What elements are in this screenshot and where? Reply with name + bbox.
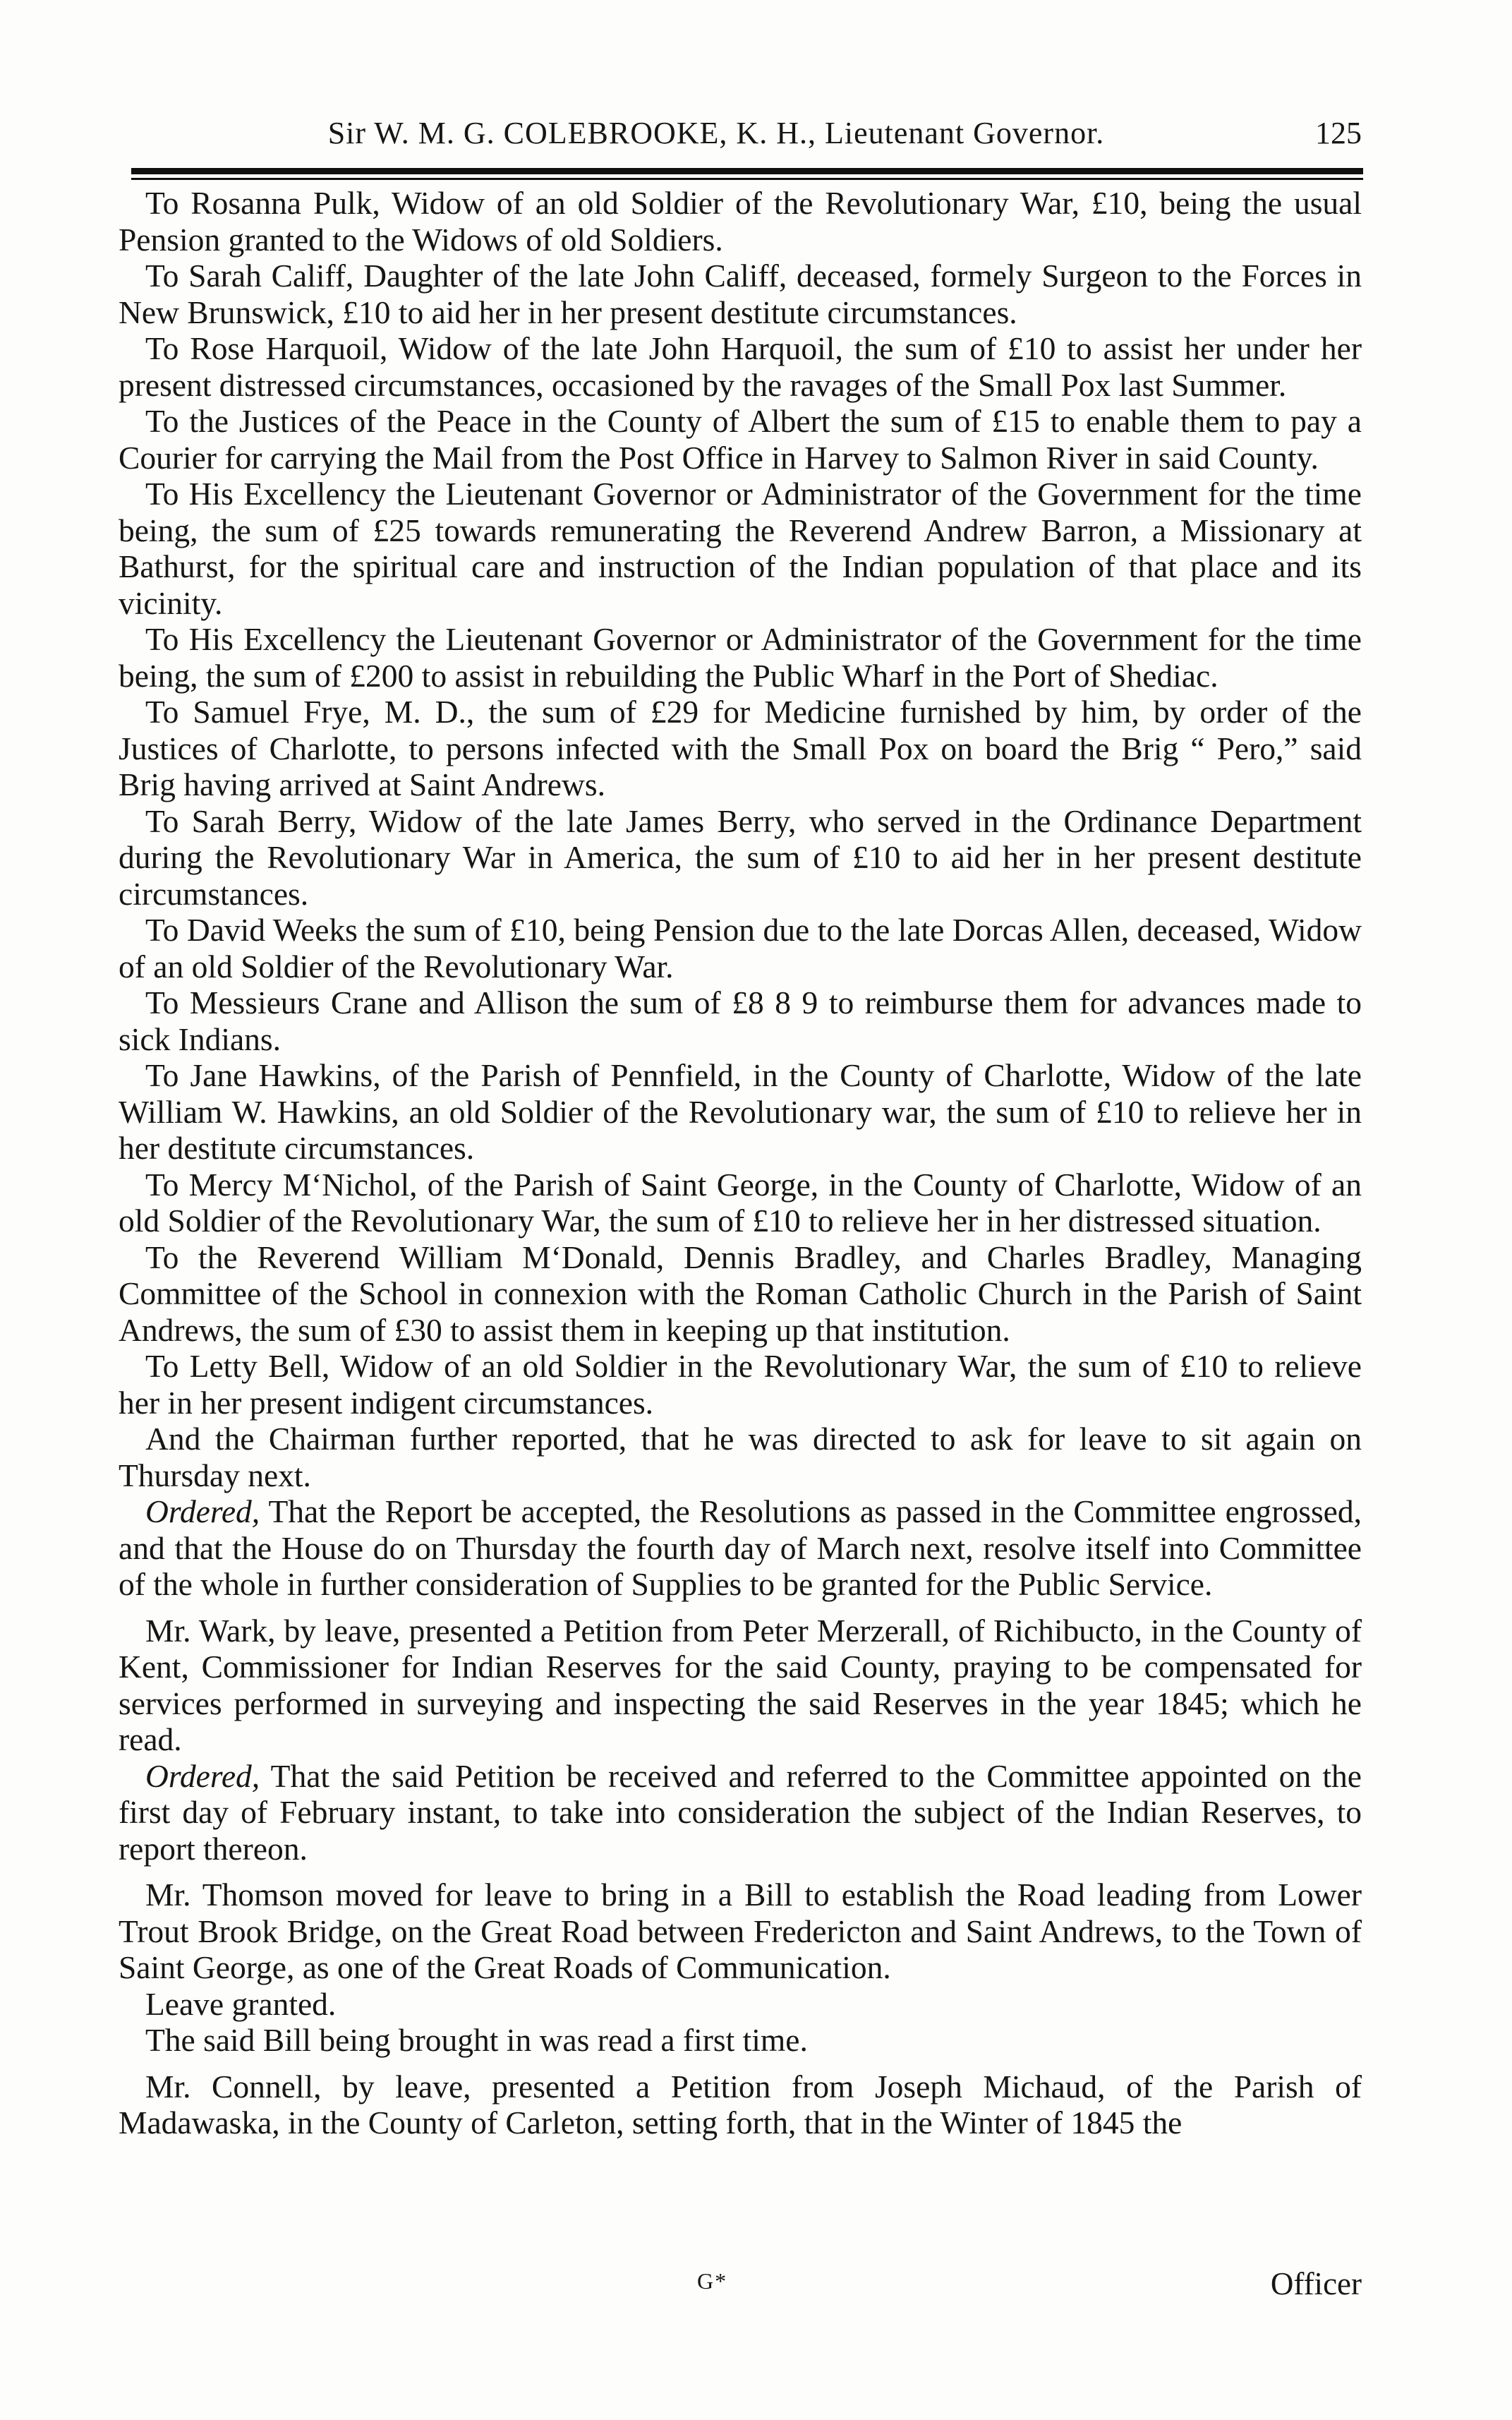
page-number: 125 — [1315, 116, 1362, 150]
paragraph-text: Mr. Wark, by leave, presented a Petition from Peter Merzerall, of Richibucto, in the County of Kent, Commissioner for Indian Reserves for the said County, praying to be compensated for services performed in surveying and inspecting the said Reserves in the year 1845; which he read. — [119, 1612, 1362, 1757]
running-header — [134, 115, 1362, 151]
paragraph — [119, 2022, 1362, 2059]
paragraph — [119, 985, 1362, 1057]
paragraph-text: To Sarah Califf, Daughter of the late John Califf, deceased, formely Surgeon to the Forces in New Brunswick, £10 to aid her in her present destitute circumstances. — [119, 258, 1362, 330]
body-text — [119, 185, 1362, 2141]
paragraph — [119, 1758, 1362, 1867]
paragraph-text: To Rosanna Pulk, Widow of an old Soldier of the Revolutionary War, £10, being the usual Pension granted to the Widows of old Soldiers. — [119, 185, 1362, 258]
header-rule-thin — [131, 178, 1363, 180]
paragraph — [119, 1057, 1362, 1167]
paragraph-text: To the Justices of the Peace in the County of Albert the sum of £15 to enable them to pay a Courier for carrying the Mail from the Post Office in Harvey to Salmon River in said County. — [119, 403, 1362, 476]
paragraph-text: To His Excellency the Lieutenant Governor or Administrator of the Government for the time being, the sum of £200 to assist in rebuilding the Public Wharf in the Port of Shediac. — [119, 621, 1362, 694]
paragraph — [119, 185, 1362, 258]
paragraph — [119, 1877, 1362, 1986]
paragraph — [119, 1348, 1362, 1421]
paragraph-text: That the said Petition be received and referred to the Committee appointed on the first day of February instant, to take into consideration the subject of the Indian Reserves, to report thereon. — [119, 1757, 1362, 1867]
paragraph-text: Leave granted. — [145, 1985, 337, 2022]
paragraph — [119, 621, 1362, 694]
paragraph-text: To Mercy M‘Nichol, of the Parish of Saint George, in the County of Charlotte, Widow of an old Soldier of the Revolutionary War, the sum of £10 to relieve her in her distressed situation. — [119, 1166, 1362, 1239]
paragraph-text: To David Weeks the sum of £10, being Pension due to the late Dorcas Allen, deceased, Widow of an old Soldier of the Revolutionary War. — [119, 912, 1362, 985]
paragraph-text: To Samuel Frye, M. D., the sum of £29 for Medicine furnished by him, by order of the Justices of Charlotte, to persons infected with the Small Pox on board the Brig “ Pero,” said Brig having arrived at Saint Andrews. — [119, 694, 1362, 802]
paragraph — [119, 1613, 1362, 1758]
ordered-lead: Ordered, — [145, 1757, 260, 1794]
paragraph — [119, 403, 1362, 476]
header-rule-thick — [131, 168, 1363, 174]
paragraph — [119, 694, 1362, 803]
ordered-lead: Ordered, — [145, 1493, 260, 1529]
paragraph-text: To Messieurs Crane and Allison the sum of £8 8 9 to reimburse them for advances made to sick Indians. — [119, 985, 1362, 1057]
paragraph-text: That the Report be accepted, the Resolutions as passed in the Committee engrossed, and that the House do on Thursday the fourth day of March next, resolve itself into Committee of the whole in further consideration of Supplies to be granted for the Public Service. — [119, 1493, 1362, 1602]
paragraph-text: To Letty Bell, Widow of an old Soldier in the Revolutionary War, the sum of £10 to relieve her in her present indigent circumstances. — [119, 1348, 1362, 1421]
paragraph-text: Mr. Thomson moved for leave to bring in a Bill to establish the Road leading from Lower Trout Brook Bridge, on the Great Road between Fredericton and Saint Andrews, to the Town of Saint George, as one of the Great Roads of Communication. — [119, 1877, 1362, 1985]
paragraph-text: To Rose Harquoil, Widow of the late John Harquoil, the sum of £10 to assist her under her present distressed circumstances, occasioned by the ravages of the Small Pox last Summer. — [119, 330, 1362, 403]
signature-mark: G* — [697, 2268, 728, 2294]
paragraph — [119, 1167, 1362, 1239]
paragraph — [119, 2069, 1362, 2141]
paragraph — [119, 330, 1362, 403]
paragraph-text: To the Reverend William M‘Donald, Dennis Bradley, and Charles Bradley, Managing Committee of the School in connexion with the Roman Catholic Church in the Parish of Saint Andrews, the sum of £30 to assist them in keeping up that institution. — [119, 1239, 1362, 1348]
paragraph-text: To Sarah Berry, Widow of the late James Berry, who served in the Ordinance Department during the Revolutionary War in America, the sum of £10 to aid her in her present destitute circumstances. — [119, 802, 1362, 912]
paragraph-text: Mr. Connell, by leave, presented a Petition from Joseph Michaud, of the Parish of Madawaska, in the County of Carleton, setting forth, that in the Winter of 1845 the — [119, 2068, 1362, 2141]
paragraph — [119, 1986, 1362, 2023]
paragraph — [119, 476, 1362, 621]
paragraph-text: To Jane Hawkins, of the Parish of Pennfield, in the County of Charlotte, Widow of the late William W. Hawkins, an old Soldier of the Revolutionary war, the sum of £10 to relieve her in her destitute circumstances. — [119, 1057, 1362, 1166]
catchword: Officer — [1270, 2266, 1362, 2301]
paragraph — [119, 912, 1362, 985]
paragraph — [119, 1493, 1362, 1603]
paragraph — [119, 1239, 1362, 1349]
paragraph — [119, 258, 1362, 330]
running-title: Sir W. M. G. COLEBROOKE, K. H., Lieutenant Governor. — [327, 116, 1105, 150]
paragraph — [119, 1421, 1362, 1493]
paragraph — [119, 803, 1362, 913]
paragraph-text: To His Excellency the Lieutenant Governor or Administrator of the Government for the time being, the sum of £25 towards remunerating the Reverend Andrew Barron, a Missionary at Bathurst, for the spiritual care and instruction of the Indian population of that place and its vicinity. — [119, 476, 1362, 621]
paragraph-text: The said Bill being brought in was read a first time. — [145, 2022, 808, 2058]
paragraph-text: And the Chairman further reported, that he was directed to ask for leave to sit again on Thursday next. — [119, 1421, 1362, 1493]
